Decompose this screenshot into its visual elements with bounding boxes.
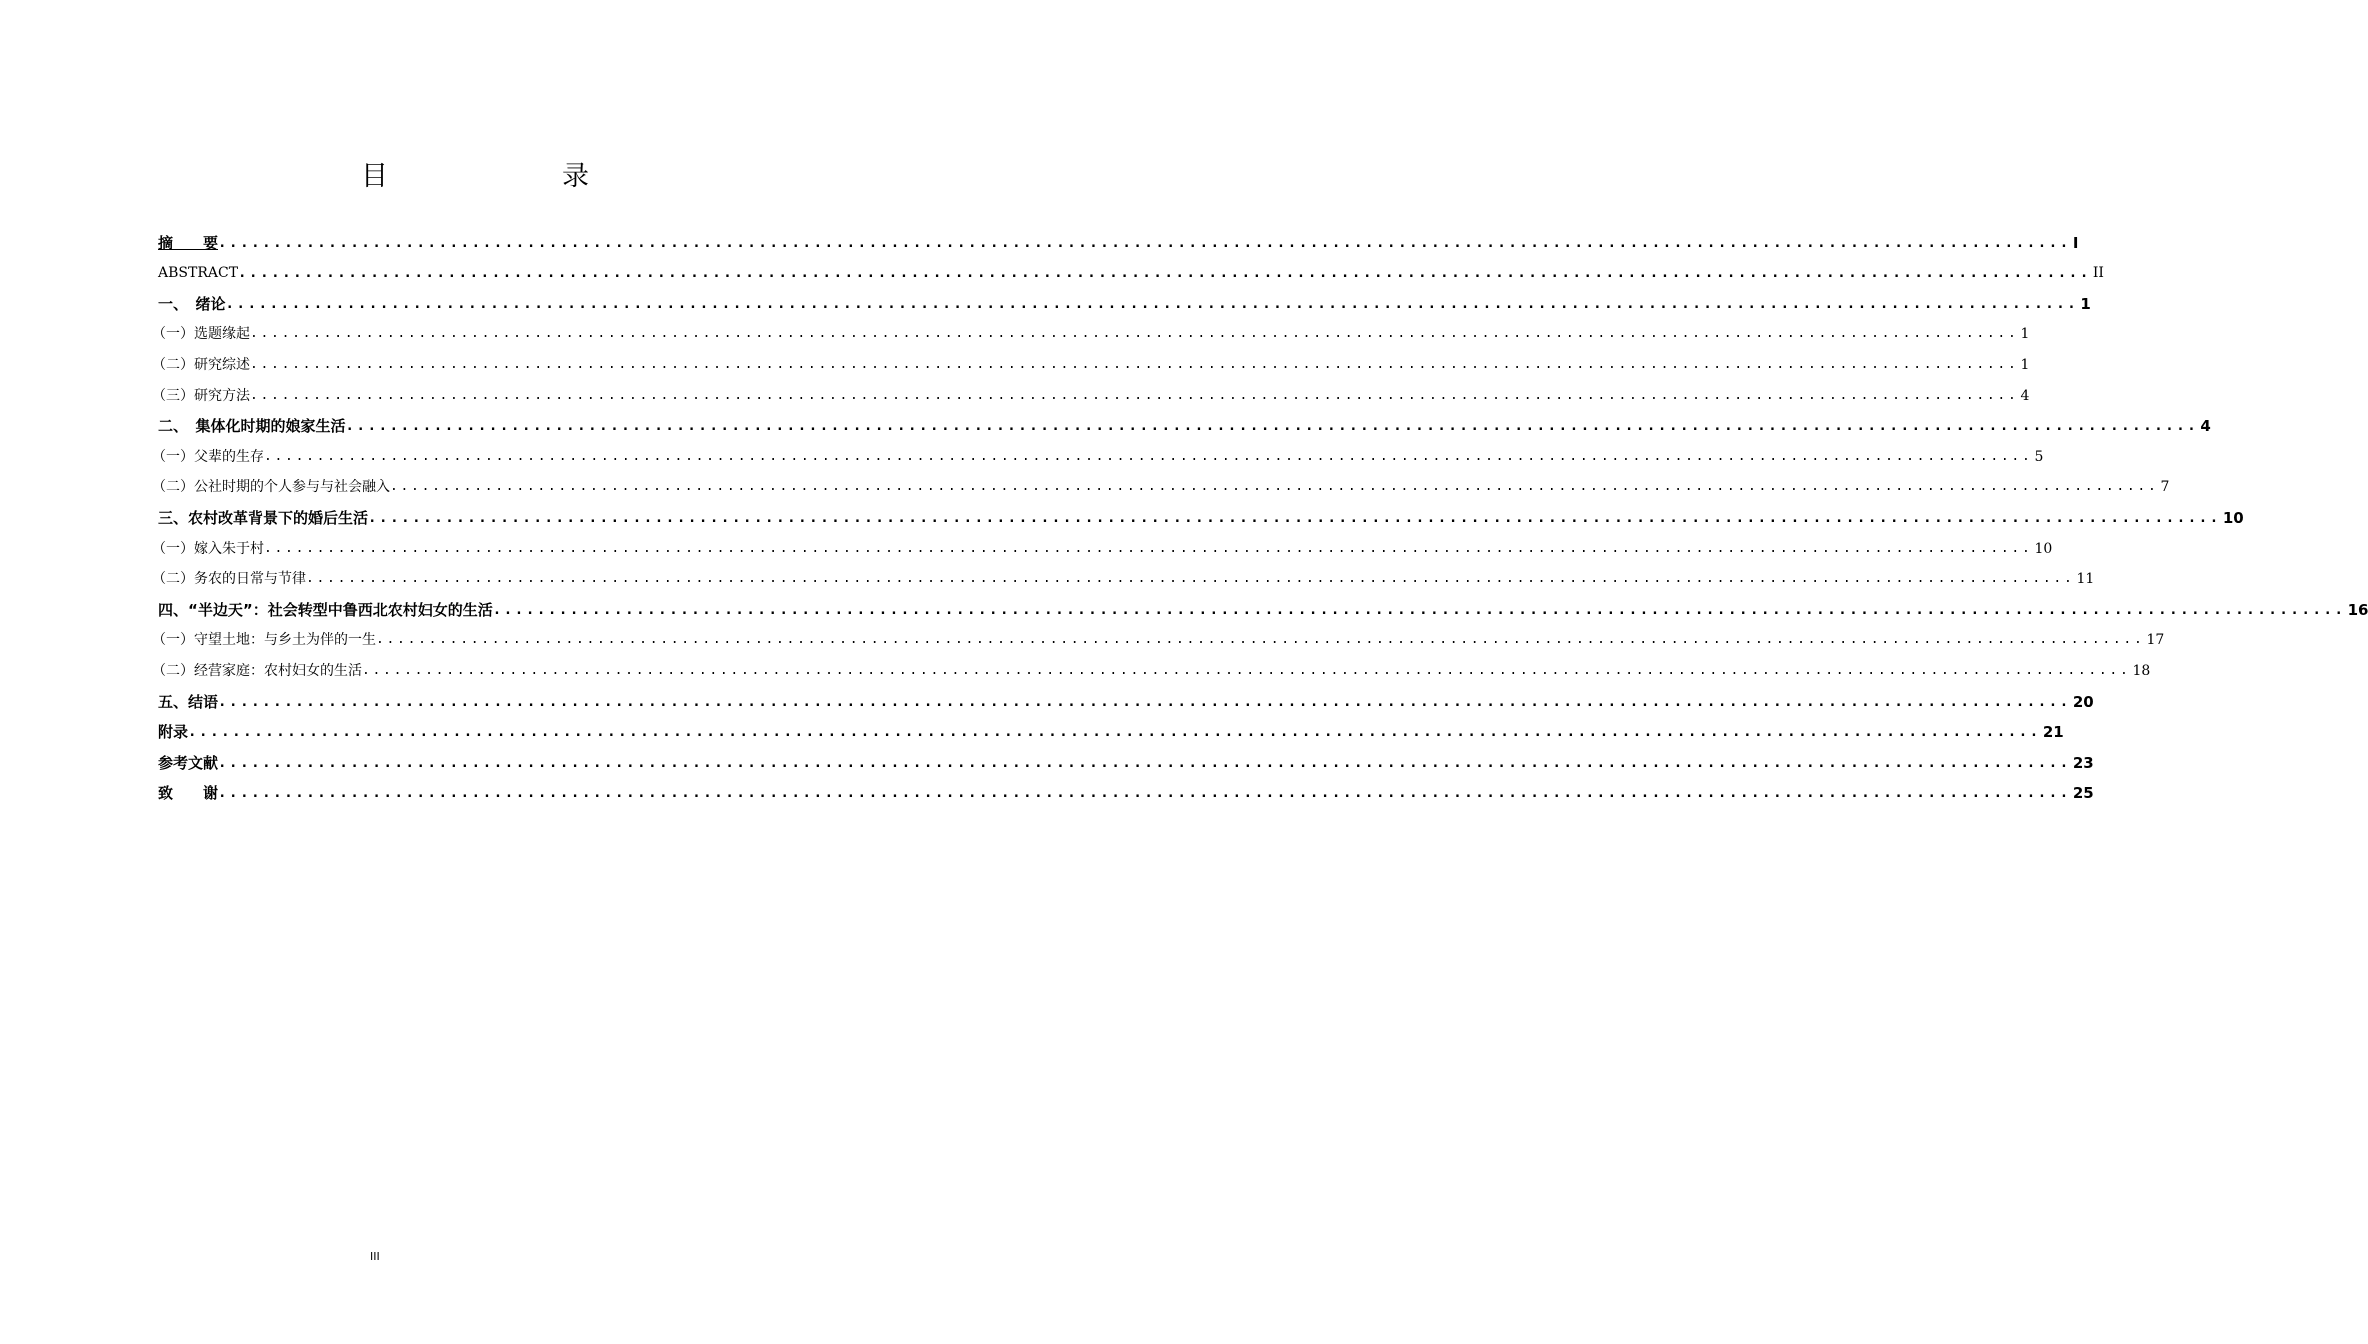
toc-entry-section-1-2[interactable] <box>152 346 2030 377</box>
toc-entry-section-4-1[interactable] <box>152 622 2165 653</box>
toc-leader-dots: ........................................................................................................................................................................ <box>492 601 2346 618</box>
toc-entry-text: 一、 绪论 <box>158 294 226 313</box>
toc-entry-section-2-1[interactable] <box>152 438 2044 469</box>
toc-page-number: 5 <box>2034 448 2044 465</box>
toc-leader-dots: ........................................................................................................................................................................ <box>345 418 2199 435</box>
toc-entry-section-4-2[interactable] <box>152 652 2151 683</box>
toc-page-number: 18 <box>2132 662 2151 679</box>
toc-page-number: 23 <box>2072 753 2094 772</box>
toc-entry-section-1-1[interactable] <box>152 316 2030 347</box>
toc-leader-dots: ........................................................................................................................................................................ <box>264 540 2033 556</box>
toc-entry-text: 参考文献 <box>158 753 219 772</box>
toc-entry-conclusion[interactable] <box>158 683 2094 714</box>
toc-leader-dots: ........................................................................................................................................................................ <box>225 295 2079 312</box>
toc-leader-dots: ........................................................................................................................................................................ <box>376 632 2145 648</box>
toc-entry-chapter-4[interactable] <box>158 591 2368 622</box>
toc-entry-chapter-2[interactable] <box>158 408 2211 439</box>
toc-entry-references[interactable] <box>158 744 2094 775</box>
toc-entry-section-1-3[interactable] <box>152 377 2030 408</box>
toc-leader-dots: ........................................................................................................................................................................ <box>218 785 2071 802</box>
toc-entry-text: 附录 <box>158 723 189 742</box>
toc-page-number: 11 <box>2076 571 2095 588</box>
toc-page-number: 25 <box>2072 784 2094 803</box>
toc-entry-section-3-1[interactable] <box>152 530 2053 561</box>
toc-entry-text: （二）公社时期的个人参与与社会融入 <box>152 479 390 496</box>
toc-leader-dots: ........................................................................................................................................................................ <box>306 571 2075 587</box>
toc-entry-text: ABSTRACT <box>158 265 239 282</box>
toc-leader-dots: ........................................................................................................................................................................ <box>250 326 2019 342</box>
toc-entry-appendix[interactable] <box>158 714 2064 745</box>
toc-entry-section-2-2[interactable] <box>152 469 2170 500</box>
toc-page-number: I <box>2072 233 2079 252</box>
toc-entry-text: （一）守望土地：与乡土为伴的一生 <box>152 632 376 649</box>
toc-leader-dots: ........................................................................................................................................................................ <box>362 662 2131 678</box>
toc-leader-dots: ........................................................................................................................................................................ <box>218 234 2071 251</box>
toc-leader-dots: ........................................................................................................................................................................ <box>188 724 2041 741</box>
toc-entry-abstract-cn[interactable] <box>158 224 2079 255</box>
toc-entry-text: 摘 要 <box>158 233 219 252</box>
toc-entry-abstract-en[interactable] <box>158 255 2104 286</box>
toc-entry-text: 二、 集体化时期的娘家生活 <box>158 417 346 436</box>
toc-leader-dots: ........................................................................................................................................................................ <box>390 479 2159 495</box>
toc-entry-text: 四、“半边天”：社会转型中鲁西北农村妇女的生活 <box>158 600 493 619</box>
toc-entry-acknowledgements[interactable] <box>158 775 2094 806</box>
toc-page-number: 20 <box>2072 692 2094 711</box>
toc-entry-text: （二）经营家庭：农村妇女的生活 <box>152 662 362 679</box>
toc-page-number: 4 <box>2020 387 2030 404</box>
toc-page-number: 4 <box>2200 417 2211 436</box>
toc-entry-chapter-3[interactable] <box>158 499 2244 530</box>
toc-page-number: 16 <box>2347 600 2368 619</box>
page-title: 目 录 <box>361 161 629 192</box>
toc-leader-dots: ........................................................................................................................................................................ <box>238 265 2091 282</box>
toc-entry-text: （一）嫁入朱于村 <box>152 540 264 557</box>
toc-leader-dots: ........................................................................................................................................................................ <box>218 754 2071 771</box>
toc-page-number: 21 <box>2042 723 2064 742</box>
toc-entry-text: （一）选题缘起 <box>152 326 250 343</box>
toc-entry-text: 三、农村改革背景下的婚后生活 <box>158 508 369 527</box>
toc-leader-dots: ........................................................................................................................................................................ <box>368 509 2221 526</box>
toc-page-number: 10 <box>2222 508 2244 527</box>
toc-entry-chapter-1[interactable] <box>158 285 2091 316</box>
toc-entry-text: （二）务农的日常与节律 <box>152 571 306 588</box>
toc-page-number: 1 <box>2020 326 2030 343</box>
toc-page-number: 1 <box>2020 356 2030 373</box>
toc-page-number: 17 <box>2146 632 2165 649</box>
toc-leader-dots: ........................................................................................................................................................................ <box>250 387 2019 403</box>
toc-leader-dots: ........................................................................................................................................................................ <box>264 448 2033 464</box>
toc-entry-text: （一）父辈的生存 <box>152 448 264 465</box>
toc-entry-text: 致 谢 <box>158 784 219 803</box>
toc-entry-section-3-2[interactable] <box>152 561 2095 592</box>
toc-leader-dots: ........................................................................................................................................................................ <box>250 356 2019 372</box>
toc-page-number: 1 <box>2080 294 2091 313</box>
table-of-contents <box>152 224 2368 805</box>
footer-page-number: III <box>370 1250 380 1263</box>
toc-page-number: 7 <box>2160 479 2170 496</box>
toc-entry-text: （二）研究综述 <box>152 356 250 373</box>
toc-entry-text: （三）研究方法 <box>152 387 250 404</box>
toc-entry-text: 五、结语 <box>158 692 219 711</box>
toc-page-number: II <box>2092 265 2104 282</box>
toc-page-number: 10 <box>2034 540 2053 557</box>
toc-leader-dots: ........................................................................................................................................................................ <box>218 693 2071 710</box>
